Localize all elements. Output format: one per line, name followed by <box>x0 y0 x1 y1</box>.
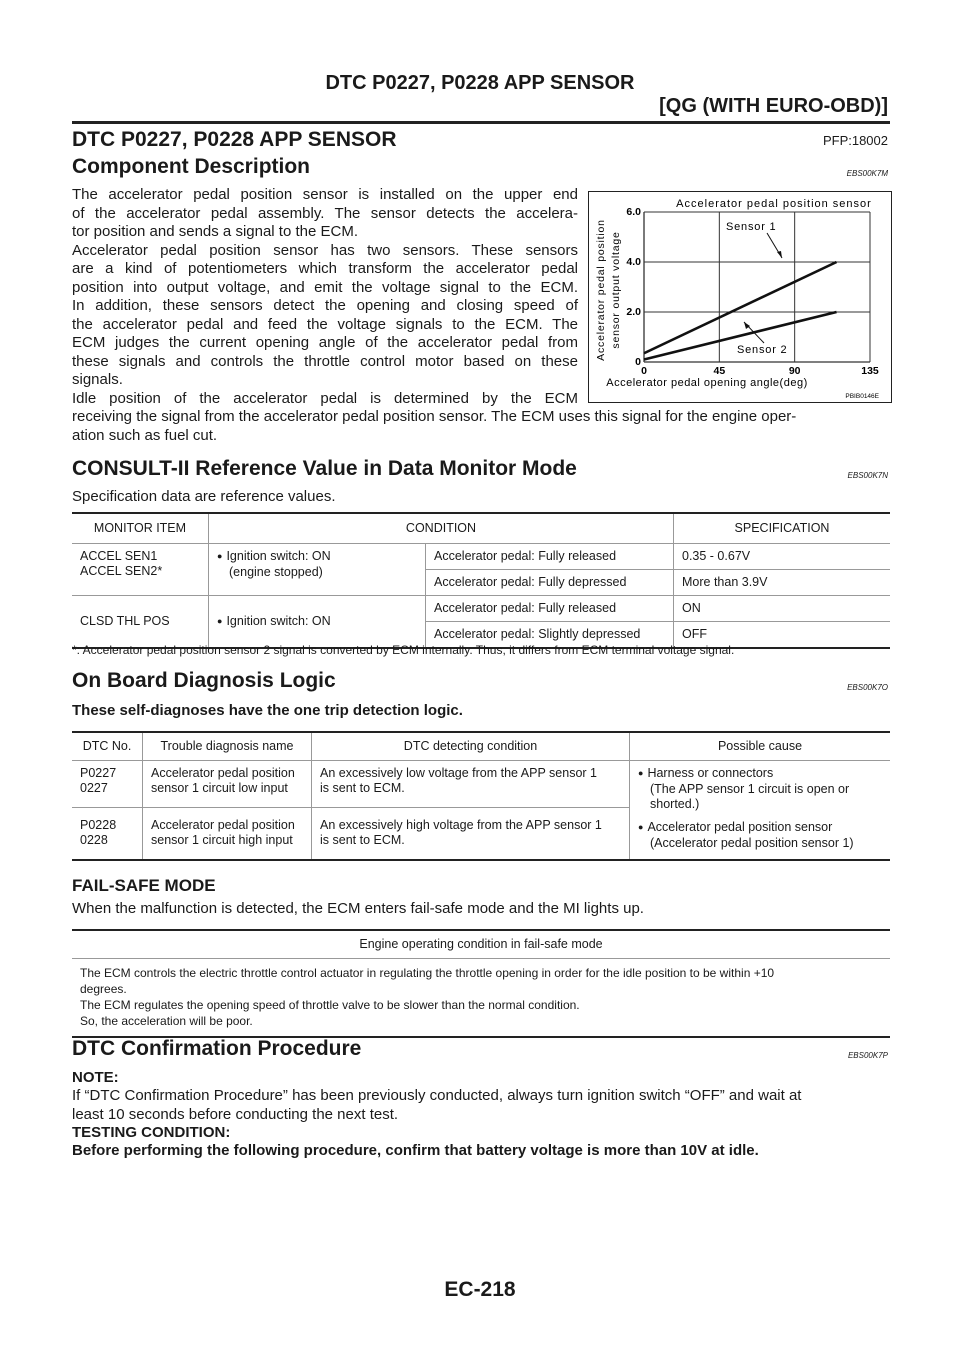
th-monitor-item: MONITOR ITEM <box>93 521 187 535</box>
chart-grid <box>644 212 870 362</box>
chart-x-tick-label: 45 <box>713 365 726 377</box>
chart-series-label-1: Sensor 1 <box>726 221 777 233</box>
note-text: If “DTC Confirmation Procedure” has been previously conducted, always turn ignition switch “OFF” and wait at least 10 seconds before conducting the next test. <box>72 1087 802 1123</box>
spec-fully-released: 0.35 - 0.67V <box>674 544 891 570</box>
chart-y-tick-label: 4.0 <box>626 256 641 268</box>
possible-cause: ● Harness or connectors (The APP sensor 1 circuit is open or shorted.) ● Accelerator pedal position sensor (Accelerator pedal position sensor 1) <box>630 761 891 861</box>
consult-table <box>72 512 890 649</box>
consult-heading: CONSULT-II Reference Value in Data Monitor Mode <box>72 457 577 480</box>
chart-y-tick-label: 0 <box>635 356 641 368</box>
name-p0228: Accelerator pedal position sensor 1 circuit high input <box>143 807 312 860</box>
component-heading: Component Description <box>72 155 311 178</box>
th-trouble-name: Trouble diagnosis name <box>143 732 312 761</box>
chart-y-tick-label: 6.0 <box>626 206 641 218</box>
th-condition: CONDITION <box>209 513 674 544</box>
th-possible-cause: Possible cause <box>630 732 891 761</box>
cond-clsd-slightly: Accelerator pedal: Slightly depressed <box>426 622 674 649</box>
testing-text: Before performing the following procedure, confirm that battery voltage is more than 10V at idle. <box>72 1142 759 1159</box>
chart-leader-arrow-1 <box>777 251 782 258</box>
failsafe-table <box>72 929 890 1038</box>
section-title: DTC P0227, P0228 APP SENSOR <box>72 128 397 151</box>
chart-x-label: Accelerator pedal opening angle(deg) <box>606 377 808 389</box>
note-label: NOTE: <box>72 1069 119 1086</box>
failsafe-description: The ECM controls the electric throttle control actuator in regulating the throttle opening in order for the idle position to be within +10 degrees. The ECM regulates the opening speed of throttle valve to be slower than the normal condition. So, the acceleration will be poor. <box>80 966 775 1028</box>
spec-clsd-released: ON <box>674 596 891 622</box>
th-specification: SPECIFICATION <box>674 513 891 544</box>
header-rule <box>72 121 890 124</box>
consult-footnote: *: Accelerator pedal position sensor 2 signal is converted by ECM internally. Thus, it differs from ECM terminal voltage signal. <box>72 643 735 657</box>
confirm-code: EBS00K7P <box>847 1051 888 1060</box>
component-code: EBS00K7M <box>846 169 888 178</box>
chart-series-label-2: Sensor 2 <box>737 344 788 356</box>
obd-intro: These self-diagnoses have the one trip detection logic. <box>72 702 463 719</box>
chart-figure-id: PBIB0146E <box>845 393 879 400</box>
testing-label: TESTING CONDITION: <box>72 1124 231 1141</box>
name-p0227: Accelerator pedal position sensor 1 circuit low input <box>143 761 312 808</box>
failsafe-intro: When the malfunction is detected, the ECM enters fail-safe mode and the MI lights up. <box>72 900 644 917</box>
confirm-heading: DTC Confirmation Procedure <box>72 1037 362 1060</box>
cond-clsd-released: Accelerator pedal: Fully released <box>426 596 674 622</box>
chart-y-label-1: Accelerator pedal position <box>595 219 607 361</box>
chart-title: Accelerator pedal position sensor <box>676 198 872 210</box>
monitor-item-clsd: CLSD THL POS <box>80 614 170 628</box>
cond-p0228: An excessively high voltage from the APP sensor 1 is sent to ECM. <box>312 807 630 860</box>
chart-x-tick-label: 0 <box>641 365 647 377</box>
page-number: EC-218 <box>444 1278 516 1301</box>
spec-fully-depressed: More than 3.9V <box>674 570 891 596</box>
obd-table <box>72 731 890 861</box>
dtc-p0227: P0227 0227 <box>80 766 117 795</box>
th-dtc-no: DTC No. <box>82 739 132 753</box>
th-failsafe: Engine operating condition in fail-safe mode <box>359 937 603 951</box>
chart-x-tick-label: 135 <box>861 365 879 377</box>
spec-clsd-slightly: OFF <box>674 622 891 649</box>
cond-clsd: ● Ignition switch: ON <box>209 596 426 649</box>
chart-series-line-1 <box>644 262 837 353</box>
running-header-subtitle: [QG (WITH EURO-OBD)] <box>659 95 888 117</box>
consult-intro: Specification data are reference values. <box>72 488 336 505</box>
chart-y-label-2: sensor output voltage <box>610 231 622 349</box>
cond-fully-released: Accelerator pedal: Fully released <box>426 544 674 570</box>
obd-heading: On Board Diagnosis Logic <box>72 669 336 692</box>
cond-accel: ● Ignition switch: ON (engine stopped) <box>209 544 426 596</box>
dtc-p0228: P0228 0228 <box>80 817 117 847</box>
cond-p0227: An excessively low voltage from the APP sensor 1 is sent to ECM. <box>312 761 630 808</box>
app-sensor-chart <box>588 191 892 403</box>
chart-svg <box>589 192 891 402</box>
component-paragraph-cont: receiving the signal from the accelerator pedal position sensor. The ECM uses this signal for the engine oper- ation such as fuel cut. <box>72 408 797 444</box>
cond-fully-depressed: Accelerator pedal: Fully depressed <box>426 570 674 596</box>
chart-y-tick-label: 2.0 <box>626 306 641 318</box>
monitor-item-accel: ACCEL SEN1 ACCEL SEN2* <box>80 549 163 578</box>
failsafe-heading: FAIL-SAFE MODE <box>72 876 216 895</box>
chart-x-tick-label: 90 <box>788 365 801 377</box>
consult-code: EBS00K7N <box>847 471 888 480</box>
th-detecting-condition: DTC detecting condition <box>312 732 630 761</box>
obd-code: EBS00K7O <box>847 683 888 692</box>
component-paragraph: The accelerator pedal position sensor is installed on the upper end of the accelerator pedal assembly. The sensor detects the accelera- tor position and sends a signal to the ECM. Accelerator pedal position sensor has two sensors. These sensors are a kind of potentiometers which transform the accelerator pedal position into output voltage, and emit the voltage signal to the ECM. In addition, these sensors detect the opening and closing speed of the accelerator pedal and feed the voltage signals to the ECM. The ECM judges the current opening angle of the accelerator pedal from these signals and controls the throttle control motor based on these signals. Idle position of the accelerator pedal is determined by the ECM <box>72 186 578 407</box>
pfp-code: PFP:18002 <box>822 133 888 148</box>
running-header-title: DTC P0227, P0228 APP SENSOR <box>325 72 635 94</box>
